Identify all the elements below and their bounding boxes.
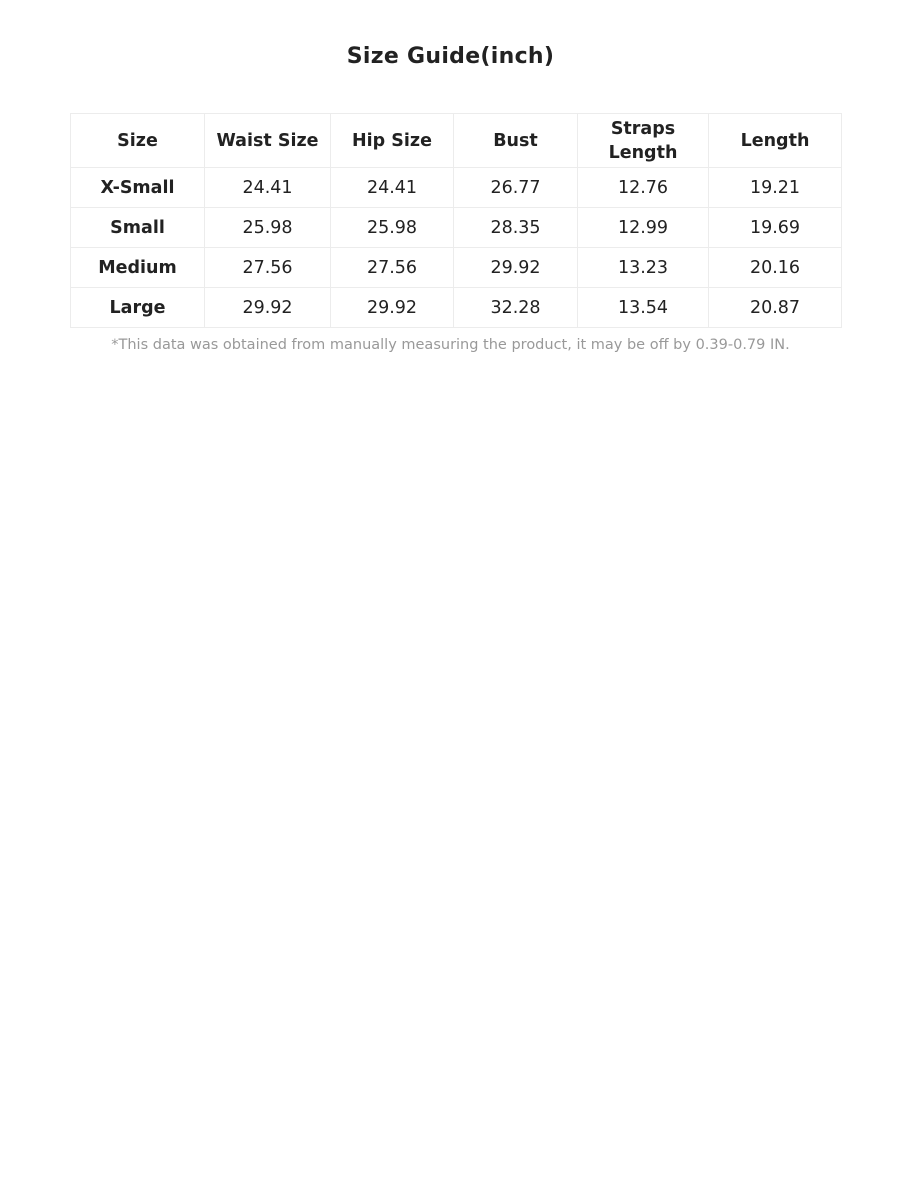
table-cell: 24.41 xyxy=(205,168,331,208)
table-cell: 29.92 xyxy=(331,288,454,328)
table-row xyxy=(71,248,842,288)
column-header: Size xyxy=(71,114,205,168)
size-label-cell: Small xyxy=(71,208,205,248)
table-cell: 29.92 xyxy=(205,288,331,328)
size-table xyxy=(70,113,842,328)
table-row xyxy=(71,288,842,328)
table-cell: 20.87 xyxy=(709,288,842,328)
table-header-row xyxy=(71,114,842,168)
table-cell: 24.41 xyxy=(331,168,454,208)
table-cell: 13.54 xyxy=(578,288,709,328)
table-cell: 32.28 xyxy=(454,288,578,328)
table-cell: 26.77 xyxy=(454,168,578,208)
table-row xyxy=(71,208,842,248)
table-cell: 25.98 xyxy=(205,208,331,248)
measurement-disclaimer: *This data was obtained from manually measuring the product, it may be off by 0.39-0.79 IN. xyxy=(111,337,790,353)
table-cell: 19.69 xyxy=(709,208,842,248)
column-header: Hip Size xyxy=(331,114,454,168)
table-cell: 27.56 xyxy=(331,248,454,288)
size-label-cell: Medium xyxy=(71,248,205,288)
table-cell: 28.35 xyxy=(454,208,578,248)
column-header: Straps Length xyxy=(578,114,709,168)
table-cell: 27.56 xyxy=(205,248,331,288)
table-cell: 12.99 xyxy=(578,208,709,248)
table-cell: 13.23 xyxy=(578,248,709,288)
table-cell: 19.21 xyxy=(709,168,842,208)
column-header: Bust xyxy=(454,114,578,168)
table-row xyxy=(71,168,842,208)
size-label-cell: X-Small xyxy=(71,168,205,208)
table-cell: 12.76 xyxy=(578,168,709,208)
table-cell: 25.98 xyxy=(331,208,454,248)
table-cell: 20.16 xyxy=(709,248,842,288)
table-cell: 29.92 xyxy=(454,248,578,288)
column-header: Waist Size xyxy=(205,114,331,168)
column-header: Length xyxy=(709,114,842,168)
page-title: Size Guide(inch) xyxy=(346,44,555,69)
size-label-cell: Large xyxy=(71,288,205,328)
